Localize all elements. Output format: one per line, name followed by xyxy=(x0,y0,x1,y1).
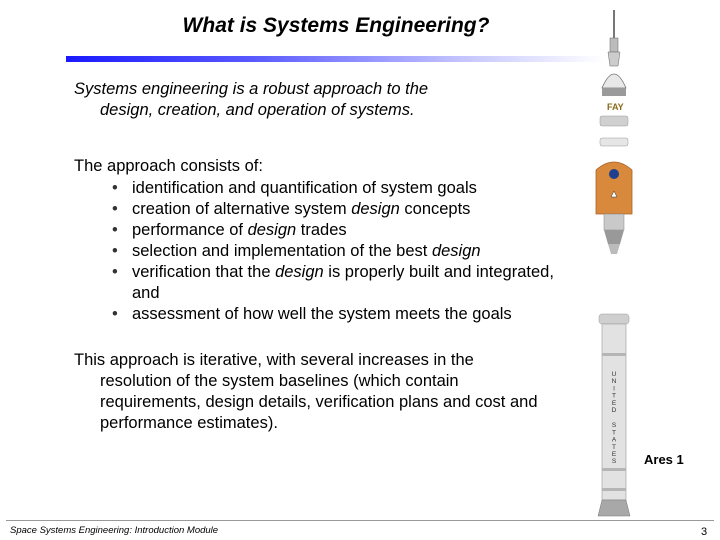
abort-motor xyxy=(610,38,618,52)
booster-letter: A xyxy=(611,436,617,444)
capsule-label: FAY xyxy=(607,102,624,112)
rocket-caption: Ares 1 xyxy=(644,452,684,467)
slide-title: What is Systems Engineering? xyxy=(182,14,490,37)
bullet-marker: • xyxy=(112,263,118,281)
approach-bullet-item xyxy=(108,199,558,220)
booster-letter: S xyxy=(611,458,617,466)
bullet-text: selection and implementation of the best xyxy=(132,242,432,260)
approach-bullet-item xyxy=(108,304,558,325)
booster-letter: T xyxy=(612,392,616,400)
capsule-base xyxy=(602,88,626,96)
lead-text-2: design, creation, and operation of systems. xyxy=(100,101,415,119)
engine-nozzle xyxy=(608,244,620,254)
booster-skirt xyxy=(598,500,630,516)
bullet-text: performance of xyxy=(132,221,248,239)
bullet-text: assessment of how well the system meets the goals xyxy=(132,305,512,323)
approach-bullet-item xyxy=(108,241,558,262)
booster-letter: N xyxy=(611,378,617,386)
footer-module-name: Space Systems Engineering: Introduction Module xyxy=(10,525,219,536)
lead-paragraph xyxy=(74,79,544,121)
booster-letter: E xyxy=(611,451,617,458)
segment-joint xyxy=(602,488,626,491)
adapter-ring xyxy=(600,116,628,126)
segment-joint xyxy=(602,468,626,471)
booster-letter: T xyxy=(612,429,616,437)
bullet-emphasis: design xyxy=(247,221,297,239)
bullet-emphasis: design xyxy=(351,200,400,218)
booster-letter: I xyxy=(613,385,615,393)
bullet-marker: • xyxy=(112,179,118,197)
booster-letter: U xyxy=(611,371,617,378)
lead-text-1: is a robust approach to the xyxy=(228,80,429,98)
booster-letter: D xyxy=(611,407,617,414)
bullet-marker: • xyxy=(112,221,118,239)
bullet-text: creation of alternative system xyxy=(132,200,352,218)
segment-joint xyxy=(602,353,626,356)
page-number: 3 xyxy=(701,526,708,538)
crew-capsule xyxy=(602,74,626,88)
booster-letter: S xyxy=(611,422,617,430)
approach-list xyxy=(108,178,558,325)
bullet-text: verification that the xyxy=(132,263,276,281)
approach-intro: The approach consists of: xyxy=(74,157,263,175)
lead-emphasis: Systems engineering xyxy=(74,80,229,98)
approach-bullet-item xyxy=(108,178,558,199)
bullet-text: trades xyxy=(296,221,347,239)
ares-rocket-illustration xyxy=(586,8,646,518)
footer-divider xyxy=(6,520,714,521)
bullet-emphasis: design xyxy=(431,242,481,260)
booster-letter: T xyxy=(612,443,616,451)
iterative-text-2: resolution of the system baselines (which contain requirements, design details, verification plans and cost and performance estimates). xyxy=(100,372,538,432)
iterative-text-1: This approach is iterative, with several increases in the xyxy=(74,351,474,369)
booster-letter: E xyxy=(611,399,617,407)
bullet-marker: • xyxy=(112,242,118,260)
bullet-marker: • xyxy=(112,200,118,218)
bullet-marker: • xyxy=(112,305,118,323)
tower-fairing xyxy=(608,52,620,66)
iterative-paragraph xyxy=(74,350,544,434)
upper-engine xyxy=(604,230,624,244)
service-ring xyxy=(600,138,628,146)
approach-bullet-item xyxy=(108,220,558,241)
booster-top xyxy=(599,314,629,324)
nasa-badge-icon xyxy=(609,169,619,179)
bullet-emphasis: design xyxy=(275,263,324,281)
bullet-text: is properly built and integrated, and xyxy=(132,263,554,302)
approach-bullet-item xyxy=(108,262,558,304)
title-underline xyxy=(66,56,604,62)
interstage xyxy=(604,214,624,230)
bullet-text: identification and quantification of system goals xyxy=(132,179,477,197)
bullet-text: concepts xyxy=(399,200,471,218)
